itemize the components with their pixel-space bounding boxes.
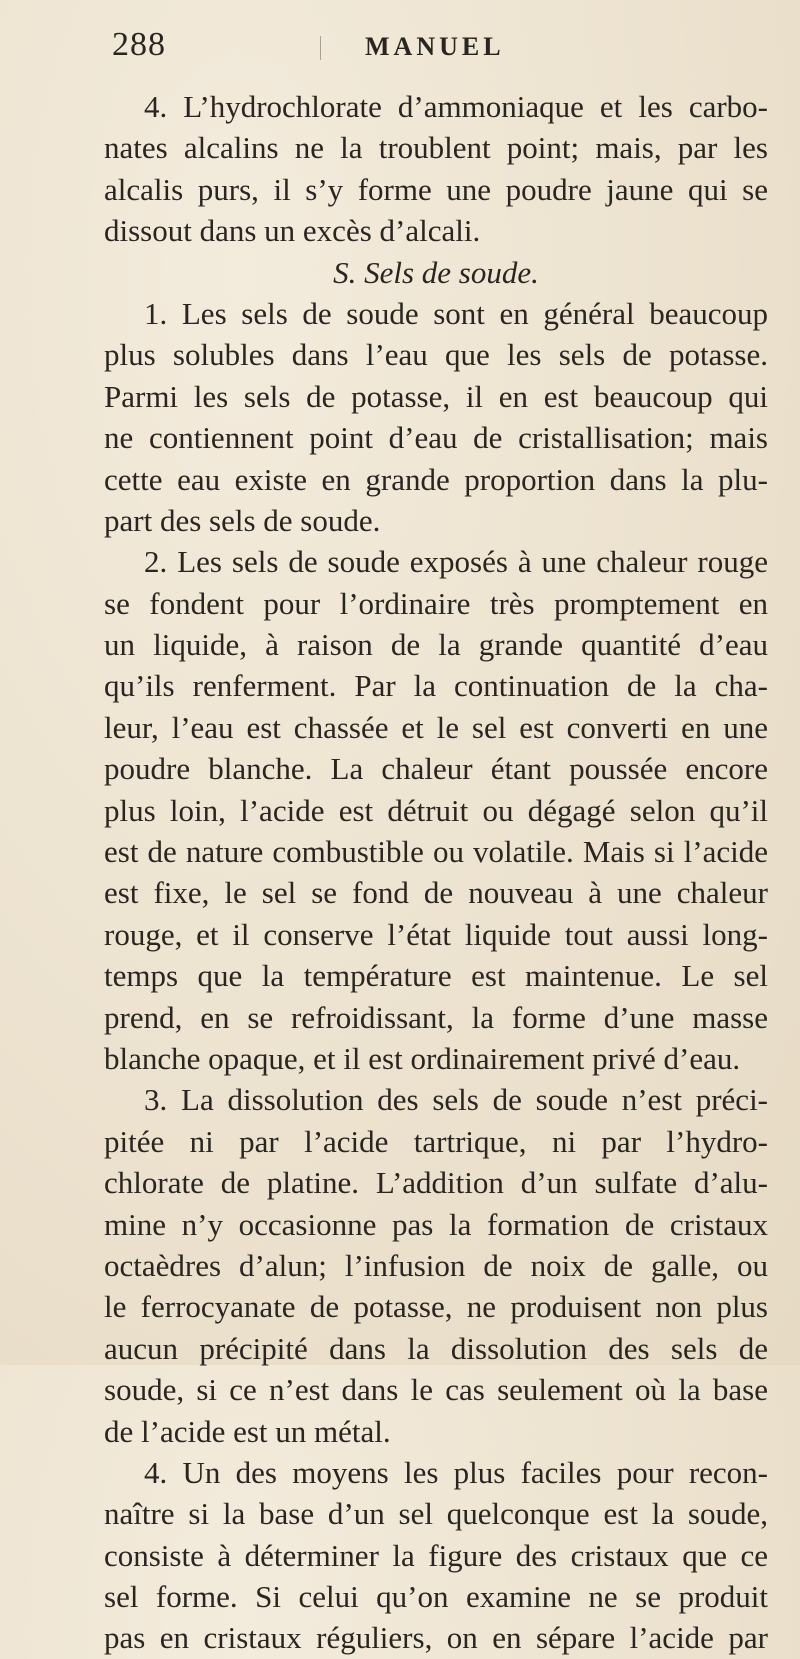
text-line: rouge, et il conserve l’état liquide tout aussi long- [104, 916, 768, 952]
text-line: cette eau existe en grande proportion dans la plu- [104, 461, 768, 497]
text-line: 4. L’hydrochlorate d’ammoniaque et les carbo- [144, 89, 768, 124]
text-line: plus loin, l’acide est détruit ou dégagé selon qu’il [104, 792, 768, 828]
running-head [112, 26, 752, 76]
text-line: 2. Les sels de soude exposés à une chaleur rouge [144, 544, 768, 580]
text-line: de l’acide est un métal. [104, 1413, 391, 1449]
text-line: aucun précipité dans la dissolution des sels de [104, 1330, 768, 1366]
text-line: qu’ils renferment. Par la continuation de la cha- [104, 668, 768, 704]
text-line: poudre blanche. La chaleur étant poussée encore [104, 751, 768, 787]
text-line: chlorate de platine. L’addition d’un sulfate d’alu- [104, 1165, 768, 1201]
header-divider [320, 36, 321, 60]
running-title: MANUEL [365, 32, 505, 61]
text-line: ne contiennent point d’eau de cristallisation; mais [104, 420, 768, 456]
text-line: un liquide, à raison de la grande quantité d’eau [104, 627, 768, 663]
text-line: consiste à déterminer la figure des cristaux que ce [104, 1537, 768, 1573]
text-line: soude, si ce n’est dans le cas seulement où la base [104, 1372, 768, 1408]
text-line: dissout dans un excès d’alcali. [104, 213, 481, 249]
body-text [104, 86, 768, 1659]
text-line: sel forme. Si celui qu’on examine ne se produit [104, 1579, 768, 1615]
text-line: part des sels de soude. [104, 502, 381, 538]
page-number: 288 [112, 26, 166, 63]
text-line: alcalis purs, il s’y forme une poudre jaune qui se [104, 171, 768, 207]
text-line: temps que la température est maintenue. Le sel [104, 958, 768, 994]
text-line: mine n’y occasionne pas la formation de cristaux [104, 1206, 768, 1242]
text-line: prend, en se refroidissant, la forme d’une masse [104, 999, 768, 1035]
text-line: le ferrocyanate de potasse, ne produisent non plus [104, 1289, 768, 1325]
text-line: est de nature combustible ou volatile. Mais si l’acide [104, 834, 768, 870]
text-line: 4. Un des moyens les plus faciles pour recon- [144, 1454, 768, 1490]
text-line: leur, l’eau est chassée et le sel est converti en une [104, 709, 768, 745]
text-line: se fondent pour l’ordinaire très promptement en [104, 585, 768, 621]
text-line: 3. La dissolution des sels de soude n’est préci- [144, 1082, 768, 1118]
text-line: blanche opaque, et il est ordinairement privé d’eau. [104, 1040, 741, 1076]
text-line: naître si la base d’un sel quelconque est la soude, [104, 1496, 768, 1532]
text-line: pitée ni par l’acide tartrique, ni par l’hydro- [104, 1123, 768, 1159]
text-line: est fixe, le sel se fond de nouveau à une chaleur [104, 875, 768, 911]
text-line: plus solubles dans l’eau que les sels de potasse. [104, 337, 768, 373]
text-line: octaèdres d’alun; l’infusion de noix de galle, ou [104, 1247, 768, 1283]
text-line: nates alcalins ne la troublent point; mais, par les [104, 130, 768, 166]
text-line: pas en cristaux réguliers, on en sépare l’acide par [104, 1620, 768, 1656]
section-heading: S. Sels de soude. [333, 254, 539, 290]
text-line: 1. Les sels de soude sont en général beaucoup [144, 295, 768, 331]
text-line: Parmi les sels de potasse, il en est beaucoup qui [104, 378, 768, 414]
